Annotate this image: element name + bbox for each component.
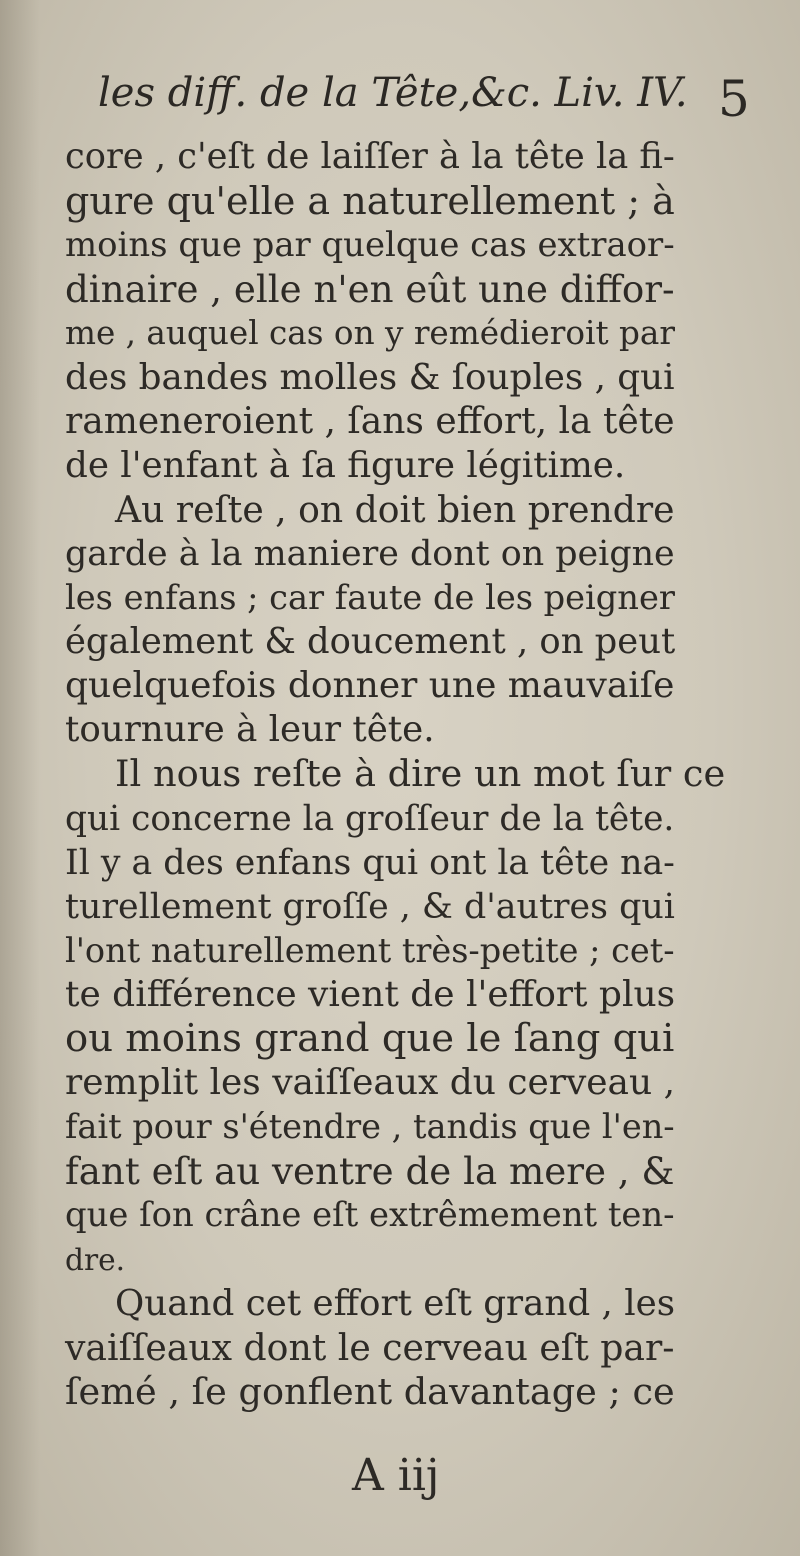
- text-line: remplit les vaiſſeaux du cerveau ,: [65, 1062, 676, 1104]
- text-line: ſemé , ſe gonflent davantage ; ce: [65, 1369, 675, 1413]
- page-number: 5: [718, 70, 750, 128]
- text-line: Il nous reſte à dire un mot ſur ce: [115, 752, 726, 796]
- text-line: des bandes molles & ſouples , qui: [65, 356, 675, 398]
- text-line: ou moins grand que le ſang qui: [65, 1016, 675, 1061]
- text-line: l'ont naturellement très-petite ; cet-: [65, 930, 675, 970]
- text-line: également & doucement , on peut: [65, 621, 676, 663]
- text-line: vaiſſeaux dont le cerveau eſt par-: [65, 1325, 675, 1369]
- text-line: rameneroient , ſans effort, la tête: [65, 400, 675, 442]
- text-line: Il y a des enfans qui ont la tête na-: [65, 842, 675, 883]
- text-line: tournure à leur tête.: [65, 709, 435, 751]
- text-line: les enfans ; car faute de les peigner: [65, 578, 675, 617]
- text-line: de l'enfant à ſa figure légitime.: [65, 444, 626, 486]
- text-line: garde à la maniere dont on peigne: [65, 533, 675, 574]
- text-line: te différence vient de l'effort plus: [65, 973, 676, 1015]
- text-line: core , c'eſt de laiſſer à la tête la fi-: [65, 136, 675, 177]
- text-line: gure qu'elle a naturellement ; à: [65, 179, 675, 224]
- page-gutter-shadow: [0, 0, 40, 1556]
- text-line: qui concerne la groſſeur de la tête.: [65, 798, 675, 839]
- text-line: fant eſt au ventre de la mere , &: [65, 1149, 675, 1194]
- text-line: que ſon crâne eſt extrêmement ten-: [65, 1195, 675, 1235]
- text-line: quelquefois donner une mauvaiſe: [65, 665, 675, 707]
- text-line: turellement groſſe , & d'autres qui: [65, 886, 675, 927]
- text-line: dre.: [65, 1241, 126, 1277]
- text-line: fait pour s'étendre , tandis que l'en-: [65, 1107, 675, 1147]
- running-head: les diff. de la Tête,&c. Liv. IV.: [98, 70, 688, 116]
- text-line: me , auquel cas on y remédieroit par: [65, 314, 675, 353]
- signature-text: A iij: [352, 1450, 440, 1501]
- text-line: Quand cet effort eſt grand , les: [115, 1282, 676, 1324]
- text-line: dinaire , elle n'en eût une diffor-: [65, 267, 675, 312]
- text-line: moins que par quelque cas extraor-: [65, 225, 675, 265]
- text-line: Au reſte , on doit bien prendre: [115, 487, 675, 531]
